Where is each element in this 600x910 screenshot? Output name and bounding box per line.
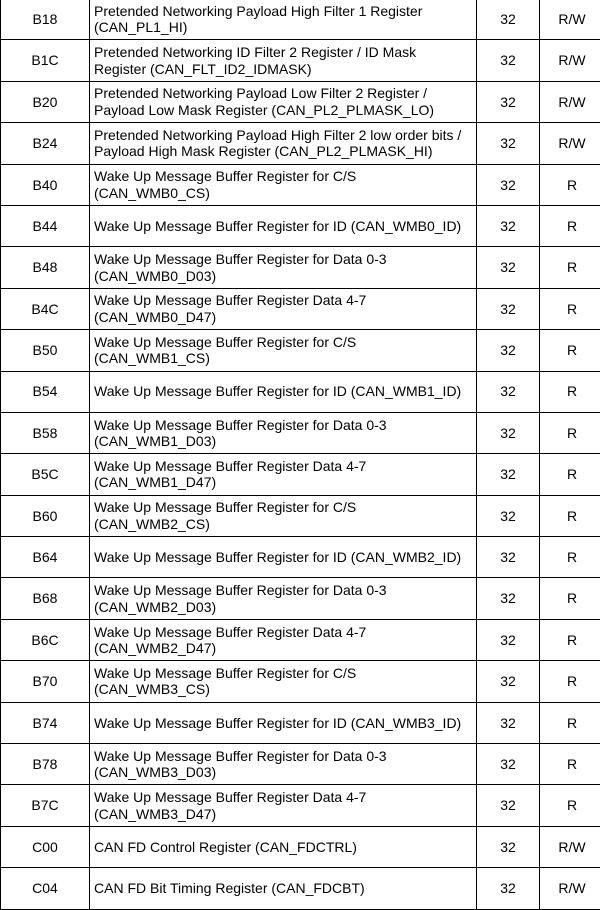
table-row [1, 454, 600, 495]
access-cell: R/W [540, 826, 600, 867]
description-line: Wake Up Message Buffer Register Data 4-7 [94, 789, 476, 806]
description-line: Wake Up Message Buffer Register for ID (CAN_WMB2_ID) [94, 549, 476, 566]
description-cell [90, 868, 477, 909]
description-cell [90, 702, 477, 743]
description-line: Pretended Networking Payload High Filter 2 low order bits / [94, 127, 476, 144]
description-cell [90, 247, 477, 288]
description-line: Register (CAN_FLT_ID2_IDMASK) [94, 61, 476, 78]
offset-cell: B24 [1, 123, 90, 164]
access-cell: R/W [540, 123, 600, 164]
table-row [1, 619, 600, 660]
offset-cell: B48 [1, 247, 90, 288]
description-cell [90, 123, 477, 164]
width-cell: 32 [477, 454, 540, 495]
offset-cell: B40 [1, 164, 90, 205]
description-cell [90, 164, 477, 205]
description-line: Wake Up Message Buffer Register for ID (CAN_WMB3_ID) [94, 715, 476, 732]
offset-cell: B50 [1, 330, 90, 371]
access-cell: R [540, 247, 600, 288]
description-line: (CAN_WMB3_D47) [94, 806, 476, 823]
access-cell: R [540, 454, 600, 495]
description-line: (CAN_WMB3_CS) [94, 681, 476, 698]
description-cell [90, 619, 477, 660]
description-line: (CAN_PL1_HI) [94, 19, 476, 36]
table-row [1, 537, 600, 578]
access-cell: R/W [540, 40, 600, 81]
description-line: (CAN_WMB0_D03) [94, 268, 476, 285]
width-cell: 32 [477, 205, 540, 246]
access-cell: R/W [540, 868, 600, 909]
description-line: Wake Up Message Buffer Register for C/S [94, 665, 476, 682]
table-row [1, 744, 600, 785]
description-cell [90, 0, 477, 40]
description-line: Wake Up Message Buffer Register for Data 0-3 [94, 748, 476, 765]
table-row [1, 826, 600, 867]
description-line: (CAN_WMB3_D03) [94, 764, 476, 781]
access-cell: R [540, 619, 600, 660]
width-cell: 32 [477, 288, 540, 329]
table-row [1, 205, 600, 246]
description-line: Wake Up Message Buffer Register for Data 0-3 [94, 417, 476, 434]
description-cell [90, 537, 477, 578]
description-line: Wake Up Message Buffer Register for Data 0-3 [94, 251, 476, 268]
table-row [1, 785, 600, 826]
width-cell: 32 [477, 412, 540, 453]
offset-cell: B7C [1, 785, 90, 826]
width-cell: 32 [477, 371, 540, 412]
offset-cell: B68 [1, 578, 90, 619]
description-line: Wake Up Message Buffer Register for Data 0-3 [94, 582, 476, 599]
access-cell: R [540, 537, 600, 578]
access-cell: R [540, 495, 600, 536]
width-cell: 32 [477, 868, 540, 909]
description-line: (CAN_WMB2_D03) [94, 599, 476, 616]
access-cell: R [540, 412, 600, 453]
table-row [1, 578, 600, 619]
table-row [1, 40, 600, 81]
table-row [1, 330, 600, 371]
table-row [1, 661, 600, 702]
access-cell: R [540, 330, 600, 371]
table-row [1, 0, 600, 40]
width-cell: 32 [477, 702, 540, 743]
width-cell: 32 [477, 81, 540, 122]
access-cell: R/W [540, 0, 600, 40]
offset-cell: B20 [1, 81, 90, 122]
offset-cell: B70 [1, 661, 90, 702]
table-row [1, 164, 600, 205]
description-line: (CAN_WMB0_D47) [94, 309, 476, 326]
width-cell: 32 [477, 661, 540, 702]
description-line: (CAN_WMB2_CS) [94, 516, 476, 533]
description-line: Pretended Networking ID Filter 2 Register / ID Mask [94, 44, 476, 61]
description-line: Wake Up Message Buffer Register for C/S [94, 334, 476, 351]
table-row [1, 247, 600, 288]
description-cell [90, 371, 477, 412]
width-cell: 32 [477, 123, 540, 164]
offset-cell: B4C [1, 288, 90, 329]
description-cell [90, 826, 477, 867]
description-cell [90, 578, 477, 619]
width-cell: 32 [477, 495, 540, 536]
width-cell: 32 [477, 40, 540, 81]
width-cell: 32 [477, 330, 540, 371]
offset-cell: B44 [1, 205, 90, 246]
width-cell: 32 [477, 744, 540, 785]
access-cell: R [540, 702, 600, 743]
table-row [1, 288, 600, 329]
description-cell [90, 454, 477, 495]
offset-cell: B1C [1, 40, 90, 81]
table-row [1, 412, 600, 453]
offset-cell: B18 [1, 0, 90, 40]
access-cell: R [540, 661, 600, 702]
offset-cell: C04 [1, 868, 90, 909]
table-row [1, 81, 600, 122]
description-line: Wake Up Message Buffer Register Data 4-7 [94, 292, 476, 309]
access-cell: R [540, 164, 600, 205]
access-cell: R [540, 205, 600, 246]
description-line: Wake Up Message Buffer Register for ID (CAN_WMB0_ID) [94, 218, 476, 235]
width-cell: 32 [477, 578, 540, 619]
description-cell [90, 744, 477, 785]
offset-cell: B60 [1, 495, 90, 536]
description-line: Payload Low Mask Register (CAN_PL2_PLMASK_LO) [94, 102, 476, 119]
description-line: (CAN_WMB1_D47) [94, 474, 476, 491]
offset-cell: B54 [1, 371, 90, 412]
description-cell [90, 330, 477, 371]
description-line: (CAN_WMB2_D47) [94, 640, 476, 657]
offset-cell: B74 [1, 702, 90, 743]
access-cell: R [540, 288, 600, 329]
offset-cell: B5C [1, 454, 90, 495]
width-cell: 32 [477, 826, 540, 867]
offset-cell: B6C [1, 619, 90, 660]
width-cell: 32 [477, 785, 540, 826]
description-line: CAN FD Control Register (CAN_FDCTRL) [94, 839, 476, 856]
description-line: Pretended Networking Payload High Filter 1 Register [94, 3, 476, 20]
offset-cell: C00 [1, 826, 90, 867]
description-line: Wake Up Message Buffer Register for C/S [94, 168, 476, 185]
description-line: Wake Up Message Buffer Register Data 4-7 [94, 624, 476, 641]
access-cell: R [540, 785, 600, 826]
width-cell: 32 [477, 164, 540, 205]
description-cell [90, 785, 477, 826]
description-line: (CAN_WMB0_CS) [94, 185, 476, 202]
offset-cell: B64 [1, 537, 90, 578]
offset-cell: B58 [1, 412, 90, 453]
description-line: Wake Up Message Buffer Register for ID (CAN_WMB1_ID) [94, 383, 476, 400]
description-line: Wake Up Message Buffer Register for C/S [94, 499, 476, 516]
description-line: CAN FD Bit Timing Register (CAN_FDCBT) [94, 880, 476, 897]
description-cell [90, 661, 477, 702]
description-cell [90, 205, 477, 246]
width-cell: 32 [477, 247, 540, 288]
description-line: (CAN_WMB1_CS) [94, 350, 476, 367]
description-line: Payload High Mask Register (CAN_PL2_PLMASK_HI) [94, 143, 476, 160]
table-row [1, 371, 600, 412]
description-cell [90, 81, 477, 122]
offset-cell: B78 [1, 744, 90, 785]
description-cell [90, 288, 477, 329]
access-cell: R/W [540, 81, 600, 122]
width-cell: 32 [477, 619, 540, 660]
table-row [1, 123, 600, 164]
table-row [1, 868, 600, 909]
width-cell: 32 [477, 0, 540, 40]
access-cell: R [540, 744, 600, 785]
table-row [1, 702, 600, 743]
description-cell [90, 412, 477, 453]
description-line: Wake Up Message Buffer Register Data 4-7 [94, 458, 476, 475]
access-cell: R [540, 371, 600, 412]
access-cell: R [540, 578, 600, 619]
register-table-body [1, 0, 600, 909]
description-line: Pretended Networking Payload Low Filter 2 Register / [94, 85, 476, 102]
description-cell [90, 40, 477, 81]
description-line: (CAN_WMB1_D03) [94, 433, 476, 450]
description-cell [90, 495, 477, 536]
table-row [1, 495, 600, 536]
width-cell: 32 [477, 537, 540, 578]
